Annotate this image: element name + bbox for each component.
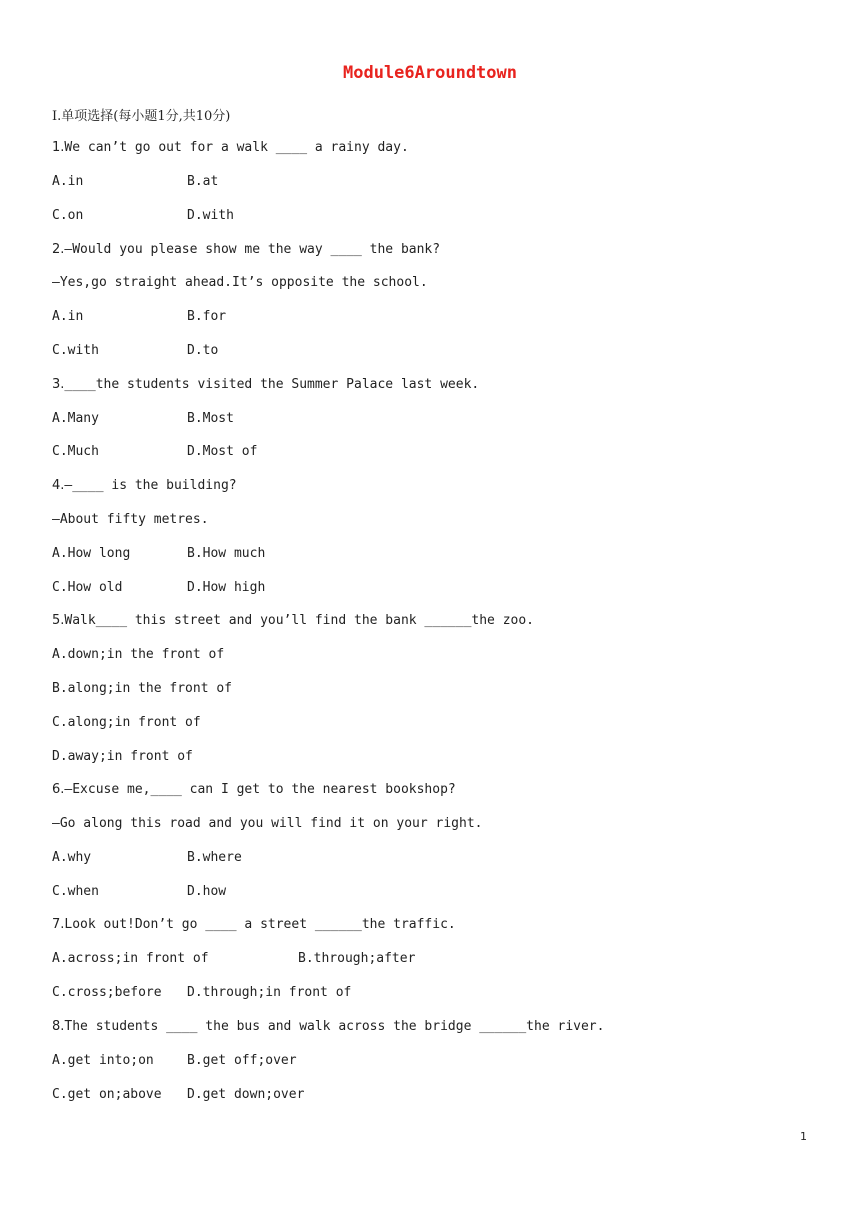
option-d: D.away;in front of <box>52 749 193 764</box>
option-d: D.get down;over <box>187 1087 305 1102</box>
option-c: C.along;in front of <box>52 715 201 730</box>
question-stem-2: —Yes,go straight ahead.It’s opposite the school. <box>52 275 428 290</box>
question-number: 1. <box>52 140 65 155</box>
option-d: D.to <box>187 343 219 358</box>
question-number: 7. <box>52 917 65 932</box>
option-c: C.cross;before <box>52 985 162 1000</box>
option-d: D.through;in front of <box>187 985 352 1000</box>
option-b: B.for <box>187 309 227 324</box>
option-a: A.get into;on <box>52 1053 154 1068</box>
question-stem: The students ____ the bus and walk across the bridge ______the river. <box>64 1019 605 1034</box>
question-number: 8. <box>52 1019 65 1034</box>
question-number: 6. <box>52 782 65 797</box>
question-number: 4. <box>52 478 65 493</box>
option-a: A.down;in the front of <box>52 647 225 662</box>
question-stem: Look out!Don’t go ____ a street ______the traffic. <box>64 917 456 932</box>
page-number: 1 <box>800 1130 807 1143</box>
option-a: A.in <box>52 309 84 324</box>
option-d: D.How high <box>187 580 266 595</box>
option-c: C.on <box>52 208 84 223</box>
option-c: C.How old <box>52 580 123 595</box>
option-a: A.How long <box>52 546 131 561</box>
question-stem: —____ is the building? <box>64 478 237 493</box>
option-b: B.along;in the front of <box>52 681 233 696</box>
option-b: B.get off;over <box>187 1053 297 1068</box>
option-a: A.in <box>52 174 84 189</box>
question-stem: —Excuse me,____ can I get to the nearest bookshop? <box>64 782 456 797</box>
option-c: C.get on;above <box>52 1087 162 1102</box>
question-number: 3. <box>52 377 65 392</box>
question-number: 2. <box>52 242 65 257</box>
option-d: D.with <box>187 208 234 223</box>
option-c: C.with <box>52 343 99 358</box>
question-number: 5. <box>52 613 65 628</box>
question-3 <box>52 376 479 394</box>
question-stem: We can’t go out for a walk ____ a rainy day. <box>64 140 409 155</box>
option-a: A.why <box>52 850 92 865</box>
question-6 <box>52 781 456 799</box>
option-c: C.Much <box>52 444 99 459</box>
question-stem: ____the students visited the Summer Palace last week. <box>64 377 480 392</box>
page-title: Module6Aroundtown <box>343 63 517 83</box>
question-stem: Walk____ this street and you’ll find the bank ______the zoo. <box>64 613 535 628</box>
question-stem: —Would you please show me the way ____ the bank? <box>64 242 441 257</box>
option-b: B.Most <box>187 411 234 426</box>
question-4 <box>52 477 237 495</box>
question-2 <box>52 241 440 259</box>
section-heading: Ⅰ.单项选择(每小题1分,共10分) <box>52 109 231 124</box>
question-stem-2: —About fifty metres. <box>52 512 209 527</box>
option-b: B.where <box>187 850 242 865</box>
option-b: B.at <box>187 174 219 189</box>
option-b: B.How much <box>187 546 266 561</box>
option-a: A.across;in front of <box>52 951 209 966</box>
option-d: D.Most of <box>187 444 258 459</box>
option-a: A.Many <box>52 411 99 426</box>
question-1 <box>52 139 409 157</box>
question-stem-2: —Go along this road and you will find it on your right. <box>52 816 483 831</box>
question-7 <box>52 916 456 934</box>
question-5 <box>52 612 534 630</box>
option-c: C.when <box>52 884 99 899</box>
option-d: D.how <box>187 884 227 899</box>
option-b: B.through;after <box>298 951 416 966</box>
question-8 <box>52 1018 604 1036</box>
